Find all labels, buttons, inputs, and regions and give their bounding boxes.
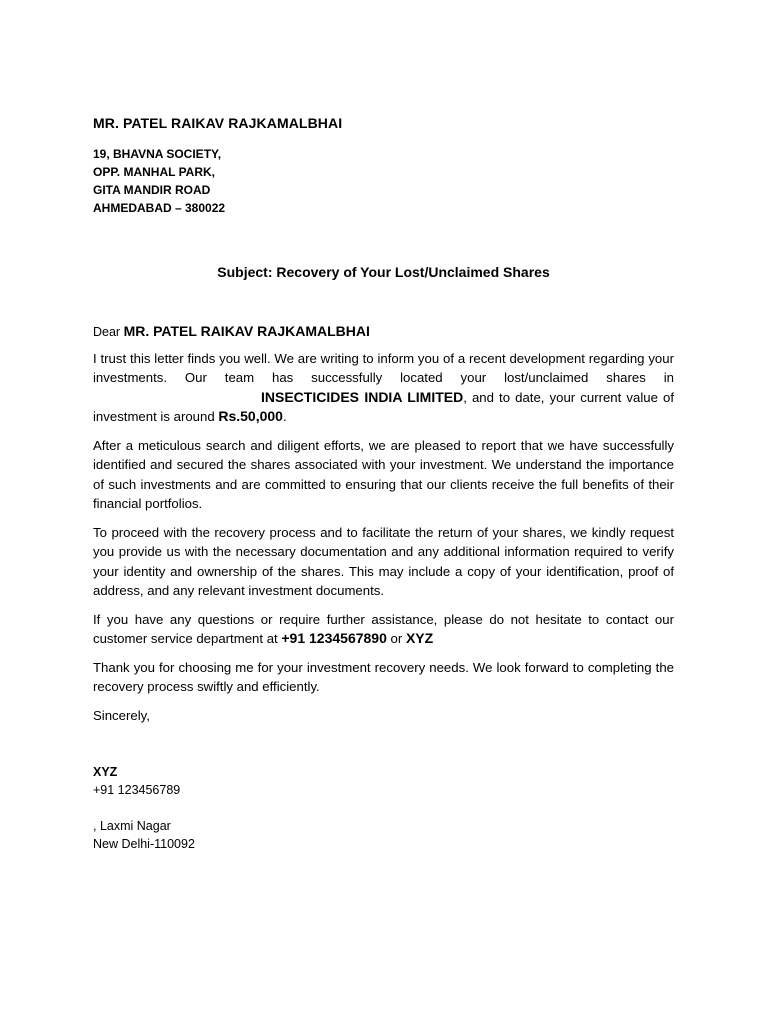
paragraph-5: Thank you for choosing me for your investment recovery needs. We look forward to completing the recovery process swiftly and efficiently. [93, 659, 674, 694]
investment-amount: Rs.50,000 [218, 408, 283, 424]
subject-line: Subject: Recovery of Your Lost/Unclaimed Shares [217, 264, 550, 280]
signature-block [93, 763, 195, 853]
signature-name: XYZ [93, 765, 118, 779]
address-line: OPP. MANHAL PARK, [93, 165, 216, 179]
paragraph-1-text-b: , and to date, your current value of investment is around [93, 389, 674, 424]
signature-spacer [93, 799, 195, 817]
signature-address-line: New Delhi-110092 [93, 837, 195, 851]
paragraph-3: To proceed with the recovery process and to facilitate the return of your shares, we kindly request you provide us with the necessary documentation and any additional information required to verify your identity and ownership of the shares. This may include a copy of your identification, proof of address, and any relevant investment documents. [93, 524, 674, 598]
salutation-dear: Dear [93, 325, 124, 339]
signature-address-line: , Laxmi Nagar [93, 819, 171, 833]
contact-phone: +91 1234567890 [281, 630, 387, 646]
address-line: AHMEDABAD – 380022 [93, 201, 226, 215]
paragraph-4-text-a: If you have any questions or require further assistance, please do not hesitate to contact our customer service department at [93, 611, 674, 646]
paragraph-4 [93, 610, 674, 649]
paragraph-2: After a meticulous search and diligent efforts, we are pleased to report that we have successfully identified and secured the shares associated with your investment. We understand the importance of such investments and are committed to ensuring that our clients receive the full benefits of their financial portfolios. [93, 437, 674, 511]
recipient-name: MR. PATEL RAIKAV RAJKAMALBHAI [93, 115, 343, 131]
address-line: GITA MANDIR ROAD [93, 183, 211, 197]
signature-phone: +91 123456789 [93, 783, 181, 797]
paragraph-1 [93, 349, 674, 427]
paragraph-4-text-b: or [386, 631, 406, 646]
salutation-name: MR. PATEL RAIKAV RAJKAMALBHAI [123, 323, 370, 339]
contact-name: XYZ [405, 630, 434, 646]
salutation [93, 322, 674, 343]
address-line: 19, BHAVNA SOCIETY, [93, 147, 222, 161]
paragraph-1-text-a: I trust this letter finds you well. We are writing to inform you of a recent development regarding your investments. Our team has successfully located your lost/unclaimed shares in [93, 350, 674, 385]
closing: Sincerely, [93, 707, 150, 723]
company-name: INSECTICIDES INDIA LIMITED [261, 388, 464, 405]
recipient-address [93, 145, 225, 217]
letter-body [93, 322, 674, 734]
paragraph-1-text-c: . [282, 409, 287, 424]
